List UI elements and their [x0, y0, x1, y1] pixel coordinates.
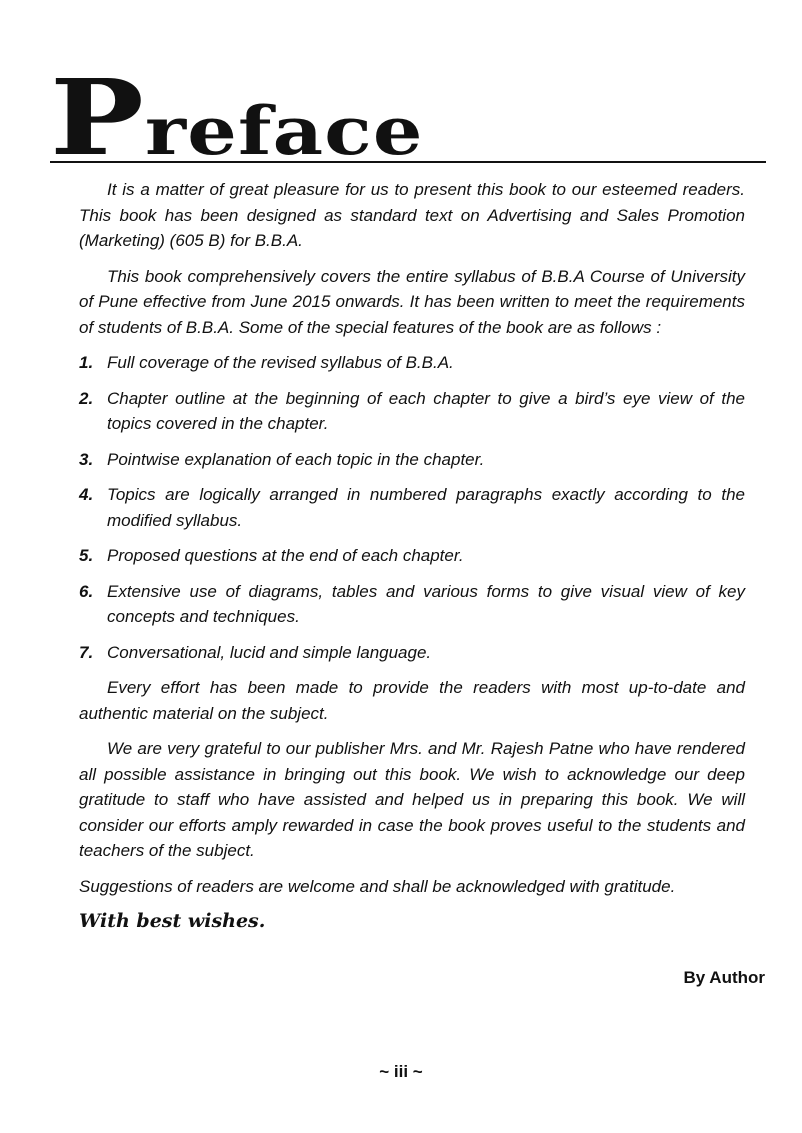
list-number: 6.	[79, 581, 94, 601]
list-number: 1.	[79, 353, 94, 372]
list-item	[79, 640, 745, 666]
gratitude-paragraph: We are very grateful to our publisher Mrs. and Mr. Rajesh Patne who have rendered all possible assistance in bringing out this book. We wish to acknowledge our deep gratitude to staff who have assisted and helped us in preparing this book. We will consider our efforts amply rewarded in case the book proves useful to the students and teachers of the subject.	[79, 739, 745, 860]
intro-paragraph: It is a matter of great pleasure for us to present this book to our esteemed readers. This book has been designed as standard text on Advertising and Sales Promotion (Marketing) (605 B) for B.B.A.	[79, 180, 745, 250]
list-text: Chapter outline at the beginning of each chapter to give a bird’s eye view of the topics covered in the chapter.	[107, 388, 745, 433]
list-item	[79, 482, 745, 533]
list-text: Topics are logically arranged in numbered paragraphs exactly according to the modified syllabus.	[107, 485, 745, 530]
coverage-paragraph: This book comprehensively covers the entire syllabus of B.B.A Course of University of Pune effective from June 2015 onwards. It has been written to meet the requirements of students of B.B.A. Some of the special features of the book are as follows :	[79, 266, 745, 337]
effort-paragraph: Every effort has been made to provide the readers with most up-to-date and authentic material on the subject.	[79, 678, 745, 723]
list-text: Full coverage of the revised syllabus of B.B.A.	[107, 353, 454, 372]
list-text: Proposed questions at the end of each chapter.	[107, 546, 464, 565]
preface-body	[79, 177, 745, 945]
list-item	[79, 579, 745, 630]
list-text: Pointwise explanation of each topic in the chapter.	[107, 449, 485, 469]
list-number: 3.	[79, 449, 94, 469]
page-number: ~ iii ~	[379, 1062, 423, 1081]
title-rule	[50, 161, 766, 163]
list-number: 4.	[79, 485, 94, 504]
suggestions-paragraph: Suggestions of readers are welcome and shall be acknowledged with gratitude.	[79, 876, 676, 896]
list-item	[79, 386, 745, 437]
list-item	[79, 447, 745, 473]
page-title	[50, 56, 424, 179]
author-signature: By Author	[683, 968, 765, 987]
list-item	[79, 543, 745, 569]
closing-wishes: With best wishes.	[79, 910, 266, 932]
list-text: Conversational, lucid and simple language.	[107, 642, 432, 662]
list-number: 7.	[79, 642, 94, 662]
list-text: Extensive use of diagrams, tables and various forms to give visual view of key concepts and techniques.	[107, 581, 745, 626]
list-number: 2.	[79, 388, 94, 408]
list-item	[79, 350, 745, 376]
title-rest: reface	[145, 92, 424, 170]
list-number: 5.	[79, 546, 94, 565]
title-initial: P	[50, 56, 146, 179]
features-list	[79, 350, 745, 665]
